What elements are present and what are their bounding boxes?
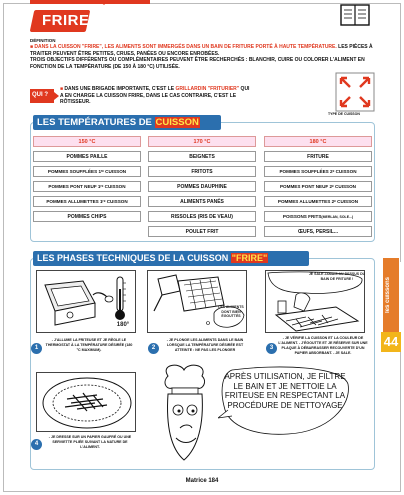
temp-item: POMMES ALLUMETTES 1ʳᵉ CUISSON — [33, 196, 141, 207]
temp-item: POULET FRIT — [148, 226, 256, 237]
definition-line3: TROIS OBJECTIFS DIFFÉRENTS OU COMPLÉMENTAIRES PEUVENT ÊTRE RECHERCHÉS : BLANCHIR, CUIRE OU COLORER L'ALIMENT EN FONCTION DE LA TEMPÉRATURE (DE 150 À 180 °C) UTILISÉE. — [30, 57, 365, 70]
chef-cartoon-icon — [150, 364, 220, 468]
frying-basket-icon — [148, 271, 248, 334]
step-1-number: 1 — [31, 343, 42, 354]
temp-item: POMMES SOUFFLÉES 2ᵉ CUISSON — [264, 166, 372, 177]
temp-item: FRITURE — [264, 151, 372, 162]
temp-item: RISSOLES (RIS DE VEAU) — [148, 211, 256, 222]
temp-item: POMMES PAILLE — [33, 151, 141, 162]
phase-4-illustration — [36, 372, 136, 432]
temp-item: FRITOTS — [148, 166, 256, 177]
footer-label: Matrice 184 — [185, 478, 219, 484]
qui-label: QUI ? — [32, 92, 48, 98]
phases-title: LES PHASES TECHNIQUES DE LA CUISSON "FRIRE" — [37, 253, 268, 263]
temp-header-180: 180 °C — [264, 136, 372, 147]
page-title: FRIRE — [42, 12, 90, 29]
chef-speech-text: APRÈS UTILISATION, JE FILTRE LE BAIN ET JE NETTOIE LA FRITEUSE EN RESPECTANT LA PROCÉDURE DE NETTOYAGE — [224, 372, 346, 410]
definition-line1: DANS LA CUISSON "FRIRE", LES ALIMENTS SONT IMMERGÉS DANS UN BAIN DE FRITURE PORTÉ À HAUTE TEMPÉRATURE. — [34, 44, 337, 50]
top-subtitle: de la théorie aux gestes — [70, 0, 116, 5]
step-3-number: 3 — [266, 343, 277, 354]
temp-item: POMMES ALLUMETTES 2ᵉ CUISSON — [264, 196, 372, 207]
plated-fries-icon — [37, 373, 137, 433]
temp-header-170: 170 °C — [148, 136, 256, 147]
temp-item: POMMES DAUPHINE — [148, 181, 256, 192]
temp-item: POMMES SOUFFLÉES 1ʳᵉ CUISSON — [33, 166, 141, 177]
page-number-badge: 44 — [381, 332, 401, 352]
temp-header-150: 150 °C — [33, 136, 141, 147]
temperatures-title: LES TEMPÉRATURES DE CUISSON — [37, 117, 199, 128]
qui-arrow-icon — [54, 92, 59, 100]
temp-item: POMMES PONT NEUF 1ʳᵉ CUISSON — [33, 181, 141, 192]
definition-label: DÉFINITION — [30, 38, 56, 43]
temp-item: POISSONS FRITS (MERLAN, SOLE...) — [264, 211, 372, 222]
thermometer-label: 180° — [116, 322, 130, 328]
step-1-caption: - J'ALLUME LA FRITEUSE ET JE RÈGLE LE THERMOSTAT À LA TEMPÉRATURE DÉSIRÉE (180 °C MAXIMUM). — [45, 338, 133, 352]
step-2-number: 2 — [148, 343, 159, 354]
definition-line2: LES PIÈCES À TRAITER PEUVENT ÊTRE PETITES, CRUES, PANÉES OU ENCORE ENROBÉES. — [30, 44, 373, 57]
phase-2-illustration — [147, 270, 247, 333]
temp-item: ŒUFS, PERSIL... — [264, 226, 372, 237]
speech-bubble-2: LES ALIMENTS DONT BIEN ÉGOUTTÉS — [218, 305, 244, 318]
step-4-caption: - JE DRESSE SUR UN PAPIER GAUFRÉ OU UNE SERVIETTE PLIÉE SUIVANT LA NATURE DE L'ALIMENT. — [48, 435, 132, 449]
cuisson-type-label: TYPE DE CUISSON — [328, 112, 360, 116]
temp-item: ALIMENTS PANÉS — [148, 196, 256, 207]
qui-description: ■ DANS UNE BRIGADE IMPORTANTE, C'EST LE GRILLARDIN "FRITURIER" QUI A EN CHARGE LA CUISSON FRIRE, DANS LE CAS CONTRAIRE, C'EST LE RÔTISSEUR. — [60, 86, 250, 105]
temp-item: POMMES CHIPS — [33, 211, 141, 222]
definition-text: ■ DANS LA CUISSON "FRIRE", LES ALIMENTS SONT IMMERGÉS DANS UN BAIN DE FRITURE PORTÉ À HAUTE TEMPÉRATURE. LES PIÈCES À TRAITER PEUVENT ÊTRE PETITES, CRUES, PANÉES OU ENCORE ENROBÉES. TROIS OBJECTIFS DIFFÉRENTS OU COMPLÉMENTAIRES PEUVENT ÊTRE RECHERCHÉS : BLANCHIR, CUIRE OU COLORER L'ALIMENT EN FONCTION DE LA TEMPÉRATURE (DE 150 À 180 °C) UTILISÉE. — [30, 44, 373, 70]
speech-bubble-3: JE SALE JAMAIS AU-DESSUS DU BAIN DE FRITURE ! — [308, 272, 366, 281]
temp-item: BEIGNETS — [148, 151, 256, 162]
step-4-number: 4 — [31, 439, 42, 450]
step-3-caption: - JE VÉRIFIE LA CUISSON ET LA COULEUR DE L'ALIMENT. - J'ÉGOUTTE ET JE RÉSERVE SUR UNE PLAQUE À DÉBARRASSER RECOUVERTE D'UN PAPIER ABSORBANT. - JE SALE. — [278, 336, 368, 355]
cuisson-type-icon — [335, 72, 375, 112]
book-icon — [340, 2, 370, 28]
step-2-caption: - JE PLONGE LES ALIMENTS DANS LE BAIN LORSQUE LA TEMPÉRATURE DÉSIRÉE EST ATTEINTE : NE PAS LES PLONGER — [166, 338, 244, 352]
temp-item: POMMES PONT NEUF 2ᵉ CUISSON — [264, 181, 372, 192]
side-tab-label: les cuissons — [385, 276, 391, 314]
